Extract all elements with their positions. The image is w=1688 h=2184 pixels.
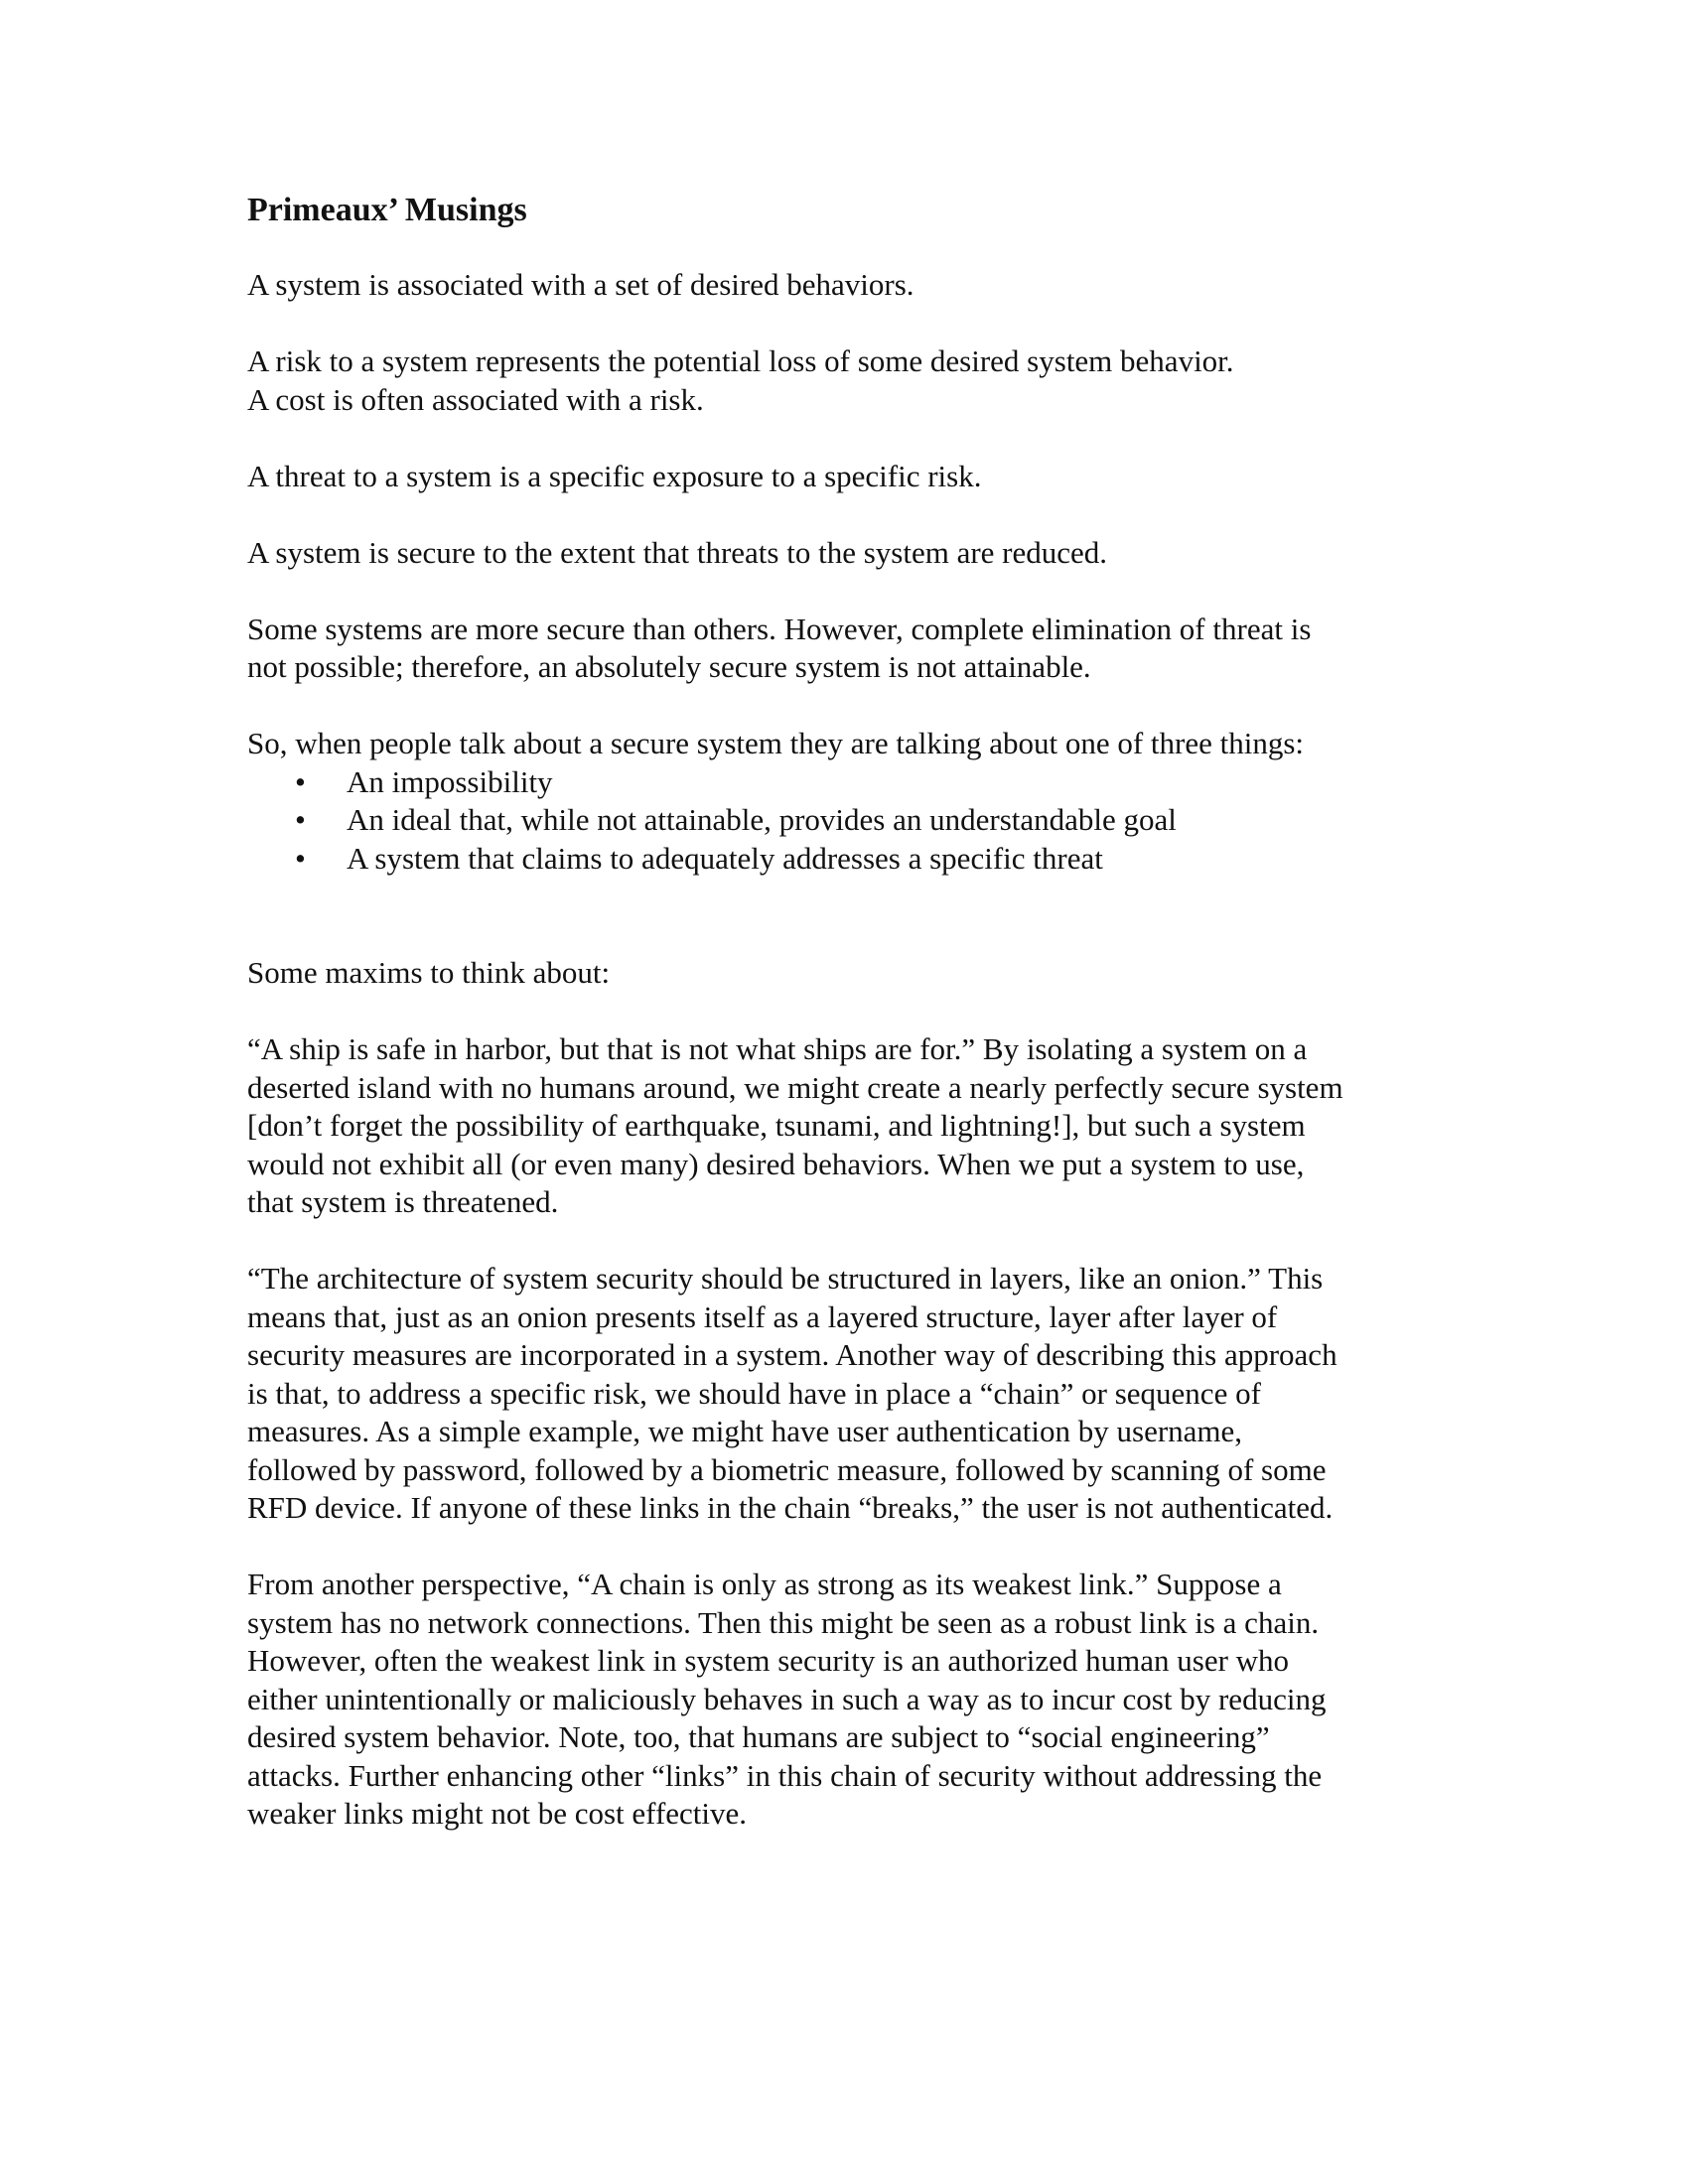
text-line: attacks. Further enhancing other “links” in this chain of security without addressing the — [247, 1757, 1323, 1793]
paragraph-secure-definition — [247, 534, 1469, 573]
text-line: “A ship is safe in harbor, but that is not what ships are for.” By isolating a system on a — [247, 1031, 1308, 1066]
text-line: “The architecture of system security should be structured in layers, like an onion.” This — [247, 1261, 1324, 1296]
text-line: followed by password, followed by a biometric measure, followed by scanning of some — [247, 1451, 1327, 1487]
text-line: means that, just as an onion presents itself as a layered structure, layer after layer of — [247, 1298, 1278, 1334]
paragraph-threat-definition — [247, 458, 1469, 496]
paragraph-chain-maxim — [247, 1566, 1469, 1834]
text-line: deserted island with no humans around, we might create a nearly perfectly secure system — [247, 1069, 1343, 1105]
text-line: not possible; therefore, an absolutely secure system is not attainable. — [247, 649, 1091, 684]
text-line: A system is associated with a set of desired behaviors. — [247, 267, 914, 302]
text-line: system has no network connections. Then this might be seen as a robust link is a chain. — [247, 1604, 1320, 1640]
text-line: A risk to a system represents the potential loss of some desired system behavior. — [247, 343, 1234, 378]
text-line: either unintentionally or maliciously behaves in such a way as to incur cost by reducing — [247, 1681, 1327, 1716]
paragraph-ship-maxim — [247, 1030, 1469, 1222]
text-line: Some systems are more secure than others. However, complete elimination of threat is — [247, 611, 1312, 646]
text-line: security measures are incorporated in a system. Another way of describing this approach — [247, 1337, 1337, 1372]
text-line: A cost is often associated with a risk. — [247, 381, 704, 417]
bullet-icon: • — [295, 802, 306, 837]
paragraph-risk-definition — [247, 342, 1469, 419]
text-line: A system is secure to the extent that threats to the system are reduced. — [247, 534, 1108, 570]
list-item-text: An ideal that, while not attainable, provides an understandable goal — [347, 802, 1177, 837]
list-item — [247, 763, 1469, 802]
document-page — [247, 191, 1469, 1871]
paragraph-maxims-intro — [247, 954, 1469, 993]
text-line: that system is threatened. — [247, 1184, 559, 1219]
text-line: would not exhibit all (or even many) desired behaviors. When we put a system to use, — [247, 1146, 1305, 1181]
list-item-text: An impossibility — [347, 763, 553, 799]
text-line: [don’t forget the possibility of earthquake, tsunami, and lightning!], but such a system — [247, 1108, 1306, 1143]
text-line: measures. As a simple example, we might have user authentication by username, — [247, 1414, 1243, 1448]
paragraph-onion-maxim — [247, 1260, 1469, 1528]
bullet-icon: • — [295, 840, 306, 876]
text-line: desired system behavior. Note, too, that humans are subject to “social engineering” — [247, 1719, 1270, 1754]
bullet-icon: • — [295, 763, 306, 799]
blank-spacer — [247, 878, 1469, 954]
list-item — [247, 840, 1469, 879]
text-line: However, often the weakest link in system security is an authorized human user who — [247, 1643, 1290, 1678]
document-title: Primeaux’ Musings — [247, 192, 527, 228]
text-line: weaker links might not be cost effective. — [247, 1796, 748, 1831]
text-line: RFD device. If anyone of these links in the chain “breaks,” the user is not authenticated. — [247, 1490, 1334, 1525]
text-line: is that, to address a specific risk, we should have in place a “chain” or sequence of — [247, 1375, 1261, 1411]
paragraph-three-things — [247, 725, 1469, 878]
bullet-list — [247, 763, 1469, 879]
text-line: So, when people talk about a secure system they are talking about one of three things: — [247, 726, 1305, 760]
list-item — [247, 801, 1469, 840]
paragraph-secure-comparison — [247, 611, 1469, 687]
text-line: Some maxims to think about: — [247, 955, 611, 990]
paragraph-system-definition — [247, 266, 1469, 305]
text-line: From another perspective, “A chain is only as strong as its weakest link.” Suppose a — [247, 1567, 1282, 1601]
text-line: A threat to a system is a specific exposure to a specific risk. — [247, 458, 982, 493]
list-item-text: A system that claims to adequately addresses a specific threat — [347, 840, 1103, 876]
